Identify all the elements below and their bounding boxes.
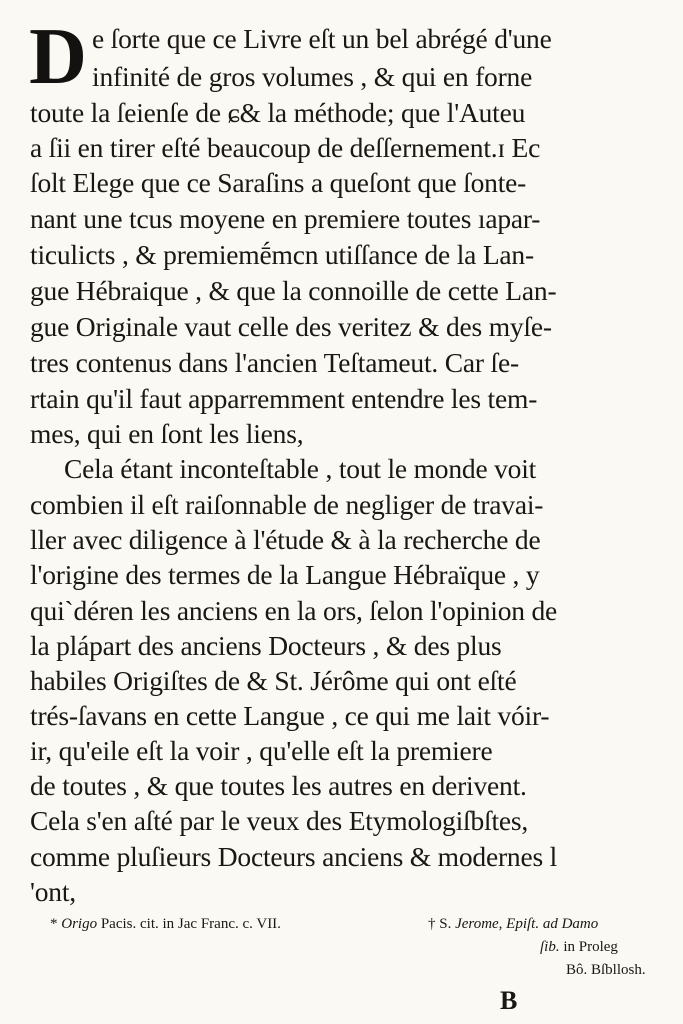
footnote-left	[50, 914, 281, 934]
footnote-italic: Jerome, Epiſt. ad Damo	[455, 916, 599, 932]
text-line: ller avec diligence à l'étude & à la recherche de	[30, 524, 541, 555]
footnote-mark: *	[50, 916, 58, 932]
text-line: tres contenus dans l'ancien Teſtameut. Car ſe-	[30, 347, 519, 378]
footnote-right	[428, 914, 598, 934]
footnote-right-line-2	[540, 937, 618, 957]
text-line: nant une tcus moyene en premiere toutes ıapar-	[30, 203, 541, 234]
paragraph-start-line: Cela étant inconteſtable , tout le monde voit	[64, 453, 537, 484]
footnote-dagger: †	[428, 916, 436, 932]
text-line: ſolt Elege que ce Saraſins a queſont que ſonte-	[30, 167, 527, 198]
footnote-right-line-3: Bô. Bſbllosh.	[566, 962, 646, 978]
text-line: rtain qu'il faut apparremment entendre les tem-	[30, 383, 538, 414]
text-line: gue Originale vaut celle des veritez & des myſe-	[30, 311, 552, 342]
footnote-citation: Pacis. cit. in Jac Franc. c. VII.	[100, 916, 281, 932]
text-line: e ſorte que ce Livre eſt un bel abrégé d'une	[92, 23, 552, 54]
text-line: l'origine des termes de la Langue Hébraïque , y	[30, 559, 540, 590]
text-line: la plápart des anciens Docteurs , & des plus	[30, 630, 502, 661]
text-line: Cela s'en aſté par le veux des Etymologiſbſtes,	[30, 805, 529, 836]
footnote-text: S.	[439, 916, 452, 932]
text-line: ir, qu'eile eſt la voir , qu'elle eſt la premiere	[30, 735, 493, 766]
footnote-italic: Origo	[61, 916, 98, 932]
text-line: a ſii en tirer eſté beaucoup de deſſernement.ɪ Ec	[30, 132, 541, 163]
text-line: ticulicts , & premiemḗmcn utiſſance de la Lan-	[30, 239, 534, 270]
footnote-italic: ſib.	[540, 939, 560, 955]
text-line: comme pluſieurs Docteurs anciens & modernes l	[30, 841, 558, 872]
text-line: mes, qui en ſont les liens,	[30, 418, 304, 449]
text-line: infinité de gros volumes , & qui en forne	[92, 61, 533, 92]
text-line: toute la ſeienſe de ɕ& la méthode; que l'Auteu	[30, 97, 526, 128]
footnote-text: in Proleg	[563, 939, 618, 955]
text-line: trés-ſavans en cette Langue , ce qui me lait vóir-	[30, 700, 550, 731]
drop-capital: D	[29, 13, 87, 101]
text-line: de toutes , & que toutes les autres en derivent.	[30, 770, 527, 801]
signature-mark: B	[500, 986, 518, 1015]
text-line: qui`déren les anciens en la ors, ſelon l'opinion de	[30, 595, 558, 626]
text-line: habiles Origiſtes de & St. Jérôme qui ont eſté	[30, 665, 517, 696]
text-line: combien il eſt raiſonnable de negliger de travai-	[30, 489, 544, 520]
text-line: 'ont,	[30, 876, 76, 907]
text-line: gue Hébraique , & que la connoille de cette Lan-	[30, 275, 557, 306]
